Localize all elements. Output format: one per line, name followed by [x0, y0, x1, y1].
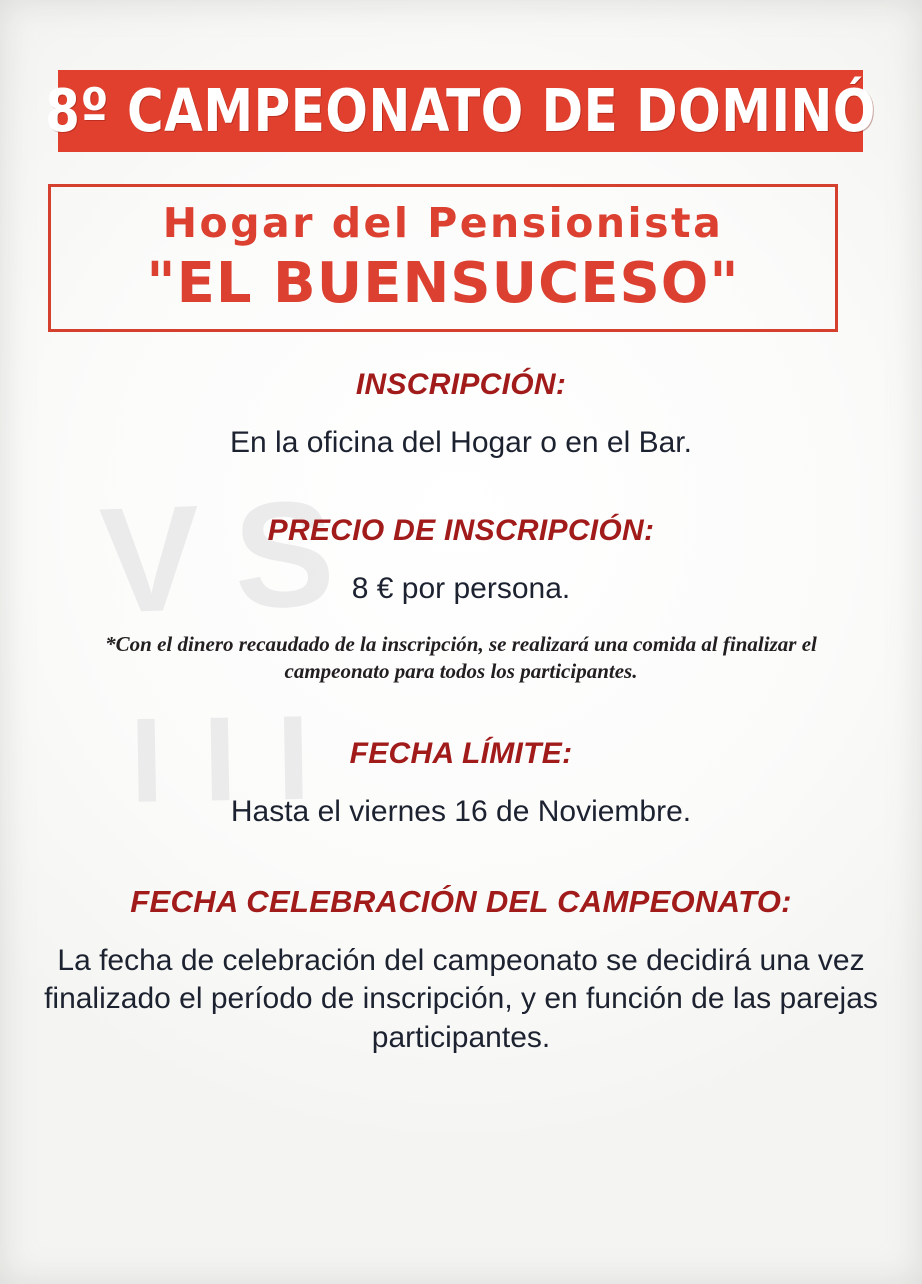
section-heading-fecha-celebracion: FECHA CELEBRACIÓN DEL CAMPEONATO: — [130, 883, 792, 919]
section-note-precio: *Con el dinero recaudado de la inscripción, se realizará una comida al finalizar el campeonato para todos los participantes. — [105, 631, 817, 684]
section-body-precio: 8 € por persona. — [351, 572, 571, 606]
section-heading-precio: PRECIO DE INSCRIPCIÓN: — [267, 514, 655, 548]
subtitle-box — [48, 184, 838, 332]
subtitle-line-1: Hogar del Pensionista — [162, 199, 724, 247]
section-body-inscripcion: En la oficina del Hogar o en el Bar. — [230, 426, 692, 459]
section-body-fecha-limite: Hasta el viernes 16 de Noviembre. — [230, 795, 692, 829]
section-heading-fecha-limite: FECHA LÍMITE: — [349, 737, 573, 771]
title-banner — [45, 70, 876, 152]
section-heading-inscripcion: INSCRIPCIÓN: — [355, 368, 567, 401]
poster-body — [40, 368, 882, 1057]
ghost-watermark-line2: III — [128, 690, 352, 828]
ghost-watermark-line1: VS — [97, 467, 371, 645]
poster-title: 8º CAMPEONATO DE DOMINÓ — [45, 76, 876, 146]
subtitle-line-2: "EL BUENSUCESO" — [146, 251, 740, 316]
section-body-fecha-celebracion: La fecha de celebración del campeonato se decidirá una vez finalizado el período de inscripción, y en función de las parejas participantes. — [44, 943, 878, 1054]
